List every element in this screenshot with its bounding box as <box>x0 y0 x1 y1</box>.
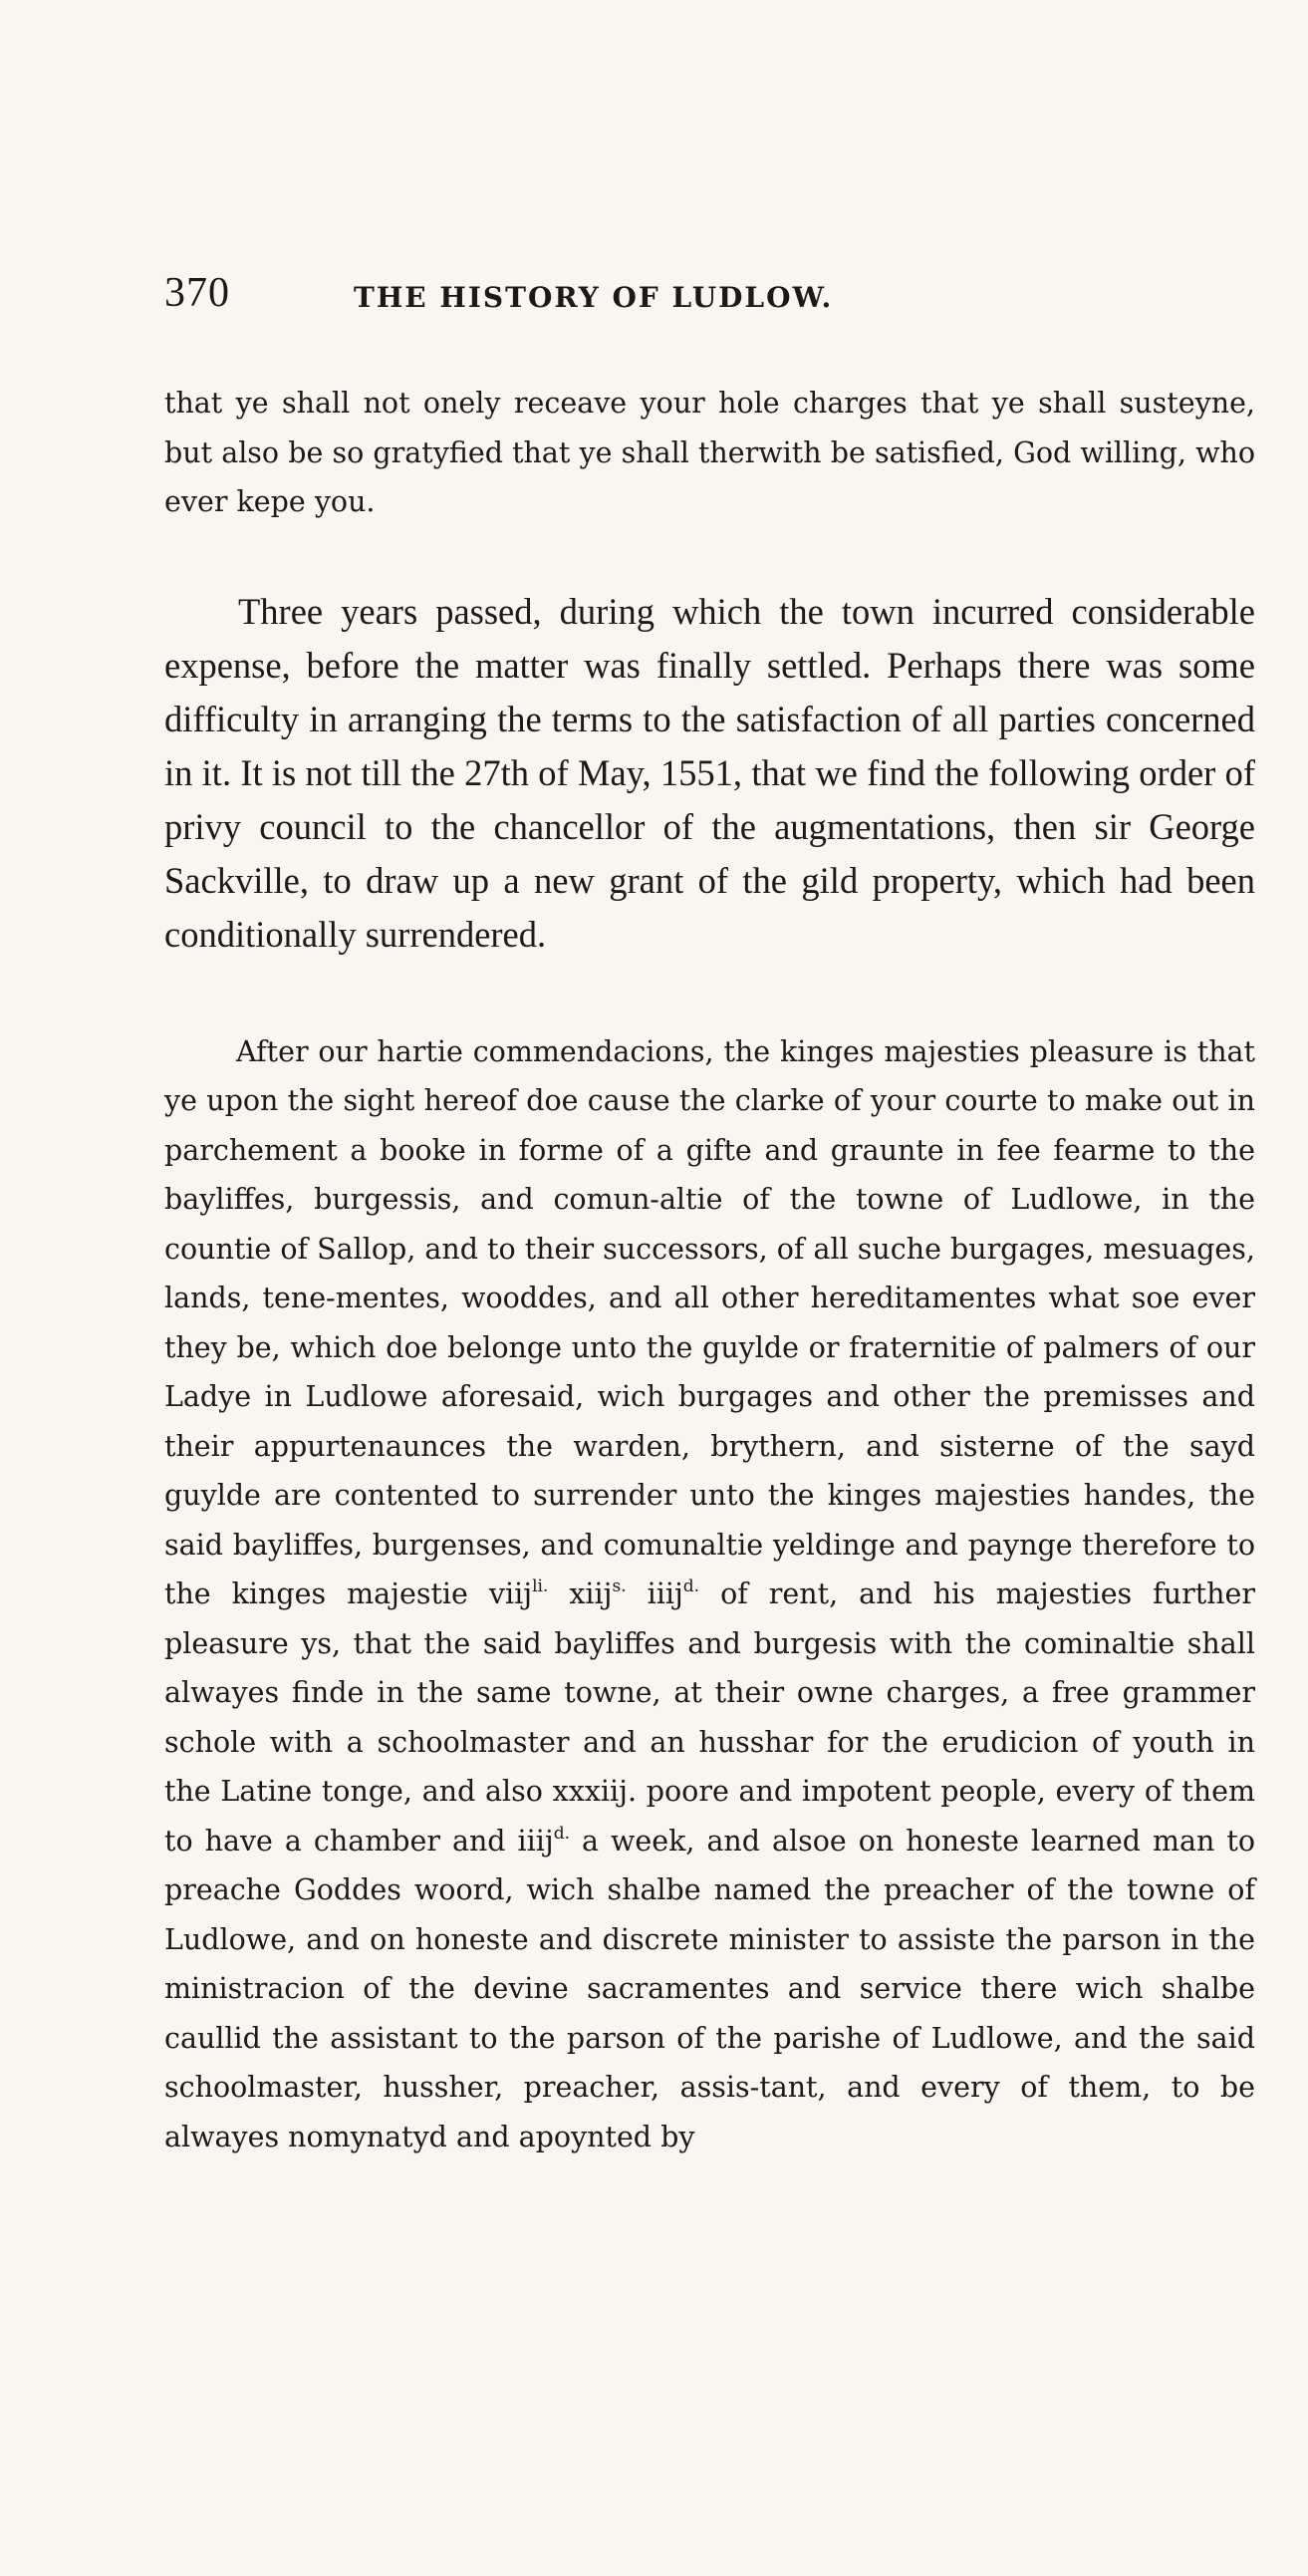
page-header <box>164 269 1255 319</box>
superscript-s: s. <box>612 1576 627 1596</box>
superscript-d: d. <box>682 1576 700 1596</box>
order-text-part-2: xiij <box>548 1577 613 1610</box>
narrative-paragraph: Three years passed, during which the town incurred considerable expense, before the matter was finally settled. Perhaps there was some difficulty in arranging the terms to the satisfaction of all parties concerned in it. It is not till the 27th of May, 1551, that we find the following order of privy council to the chancellor of the augmentations, then sir George Sackville, to draw up a new grant of the gild property, which had been conditionally surrendered. <box>164 590 1255 955</box>
order-text-part-1: After our hartie commendacions, the kinges majesties pleasure is that ye upon the sight hereof doe cause the clarke of your courte to make out in parchement a booke in forme of a gifte and graunte in fee fearme to the bayliffes, burgessis, and comun-altie of the towne of Ludlowe, in the countie of Sallop, and to their successors, of all suche burgages, mesuages, lands, tene-mentes, wooddes, and all other hereditamentes what soe ever they be, which doe belonge unto the guylde or fraternitie of palmers of our Ladye in Ludlowe aforesaid, wich burgages and other the premisses and their appurtenaunces the warden, brythern, and sisterne of the sayd guylde are contented to surrender unto the kinges majesties handes, the said bayliffes, burgenses, and comunaltie yeldinge and paynge therefore to the kinges majestie viij <box>164 1034 1255 1610</box>
page-number: 370 <box>164 270 230 316</box>
superscript-li: li. <box>532 1576 549 1596</box>
order-text-part-5: a week, and alsoe on honeste learned man to preache Goddes woord, wich shalbe named the preacher of the towne of Ludlowe, and on honeste and discrete minister to assiste the parson in the ministracion of the devine sacramentes and service there wich shalbe caullid the assistant to the parson of the parishe of Ludlowe, and the said schoolmaster, hussher, preacher, assis-tant, and every of them, to be alwayes nomynatyd and apoynted by <box>164 1824 1255 2153</box>
order-text-part-3: iiij <box>626 1577 683 1610</box>
quoted-letter-ending: that ye shall not onely receave your hole charges that ye shall susteyne, but also be so gratyfied that ye shall therwith be satisfied, God willing, who ever kepe you. <box>164 387 1255 518</box>
running-head: THE HISTORY OF LUDLOW. <box>354 281 834 314</box>
superscript-d-week: d. <box>553 1823 571 1844</box>
order-text-part-4: of rent, and his majesties further pleasure ys, that the said bayliffes and burgesis with the cominaltie shall alwayes finde in the same towne, at their owne charges, a free grammer schole with a schoolmaster and an husshar for the erudicion of youth in the Latine tonge, and also xxxiij. poore and impotent people, every of them to have a chamber and iiij <box>164 1577 1255 1858</box>
book-page <box>164 269 1255 2161</box>
privy-council-order <box>164 1027 1255 2162</box>
